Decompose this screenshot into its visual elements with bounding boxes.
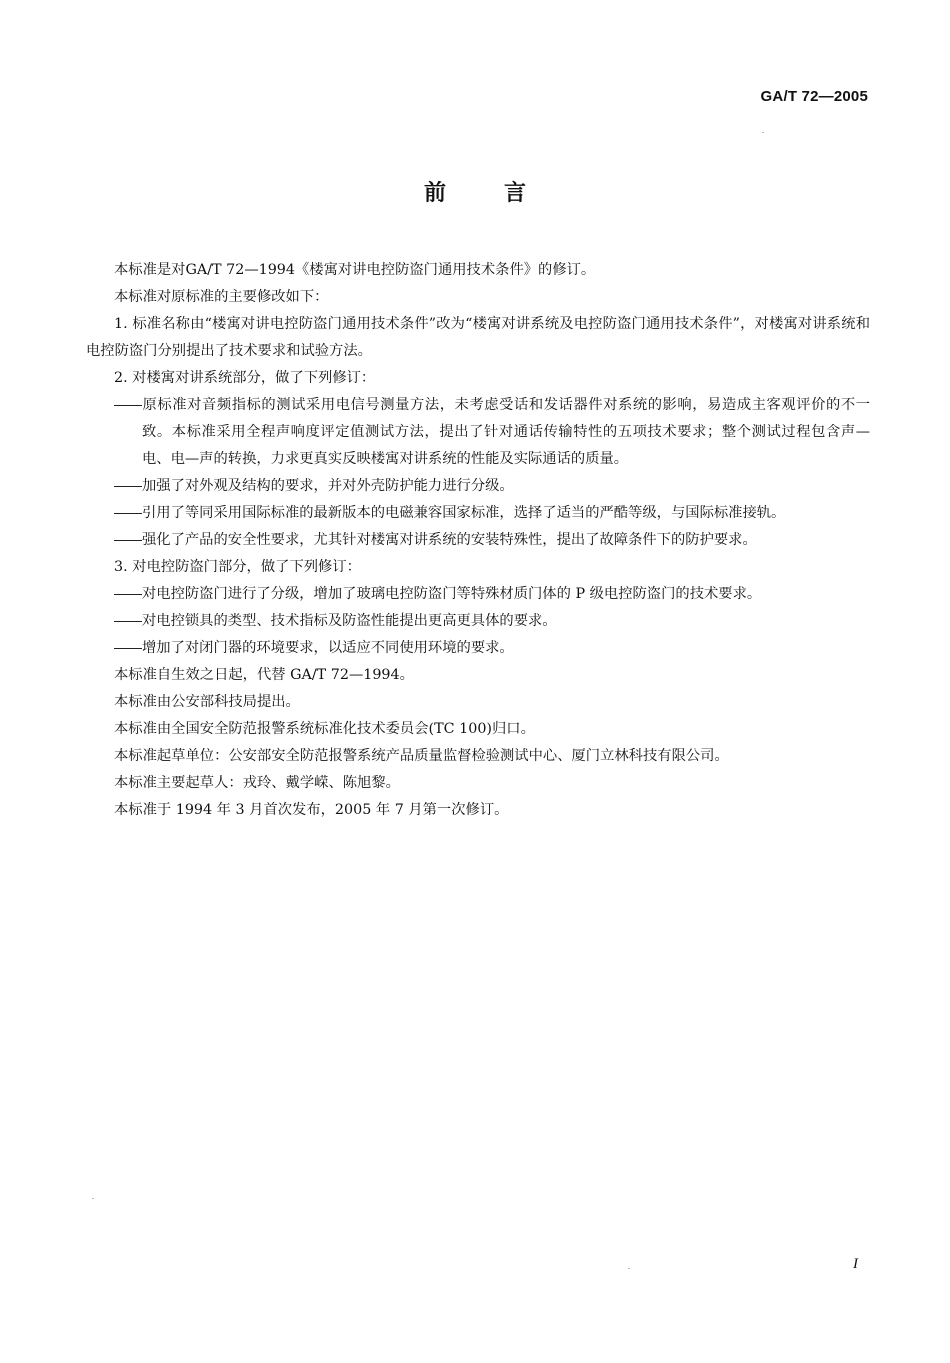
dash-item: [86, 392, 870, 473]
page-number: I: [853, 1256, 858, 1272]
em-dash-mark: [114, 513, 142, 514]
scan-speck: [628, 1268, 630, 1269]
dash-item-text: 对电控防盗门进行了分级，增加了玻璃电控防盗门等特殊材质门体的 P 级电控防盗门的技术要求。: [142, 586, 762, 602]
em-dash-mark: [114, 648, 142, 649]
scan-speck: [92, 1198, 94, 1199]
paragraph: 本标准起草单位：公安部安全防范报警系统产品质量监督检验测试中心、厦门立林科技有限公司。: [114, 748, 729, 764]
title-char-left: 前: [423, 181, 446, 206]
paragraph: 本标准自生效之日起，代替 GA/T 72—1994。: [114, 667, 414, 683]
dash-item-text: 引用了等同采用国际标准的最新版本的电磁兼容国家标准，选择了适当的严酷等级，与国际标准接轨。: [142, 505, 786, 521]
dash-item: [86, 473, 870, 500]
dash-item-text: 增加了对闭门器的环境要求，以适应不同使用环境的要求。: [142, 640, 514, 656]
dash-item: [86, 500, 870, 527]
scan-speck: [762, 132, 764, 133]
title-char-right: 言: [504, 181, 527, 206]
standard-code: GA/T 72—2005: [760, 88, 868, 105]
dash-item-text: 强化了产品的安全性要求，尤其针对楼寓对讲系统的安装特殊性，提出了故障条件下的防护要求。: [142, 532, 757, 548]
em-dash-mark: [114, 405, 142, 406]
em-dash-mark: [114, 540, 142, 541]
dash-item: [86, 635, 870, 662]
paragraph: 本标准是对GA/T 72—1994《楼寓对讲电控防盗门通用技术条件》的修订。: [114, 262, 596, 278]
dash-item-text: 对电控锁具的类型、技术指标及防盗性能提出更高更具体的要求。: [142, 613, 557, 629]
em-dash-mark: [114, 486, 142, 487]
list-item-3-intro: 3. 对电控防盗门部分，做了下列修订：: [114, 559, 361, 575]
list-item-2-intro: 2. 对楼寓对讲系统部分，做了下列修订：: [114, 370, 376, 386]
list-item-1: 1. 标准名称由“楼寓对讲电控防盗门通用技术条件”改为“楼寓对讲系统及电控防盗门通用技术条件”，对楼寓对讲系统和电控防盗门分别提出了技术要求和试验方法。: [86, 316, 870, 359]
dash-item: [86, 581, 870, 608]
paragraph: 本标准由全国安全防范报警系统标准化技术委员会(TC 100)归口。: [114, 721, 535, 737]
dash-item: [86, 608, 870, 635]
em-dash-mark: [114, 594, 142, 595]
page-title: [0, 176, 950, 207]
dash-item-text: 原标准对音频指标的测试采用电信号测量方法，未考虑受话和发话器件对系统的影响，易造成主客观评价的不一致。本标准采用全程声响度评定值测试方法，提出了针对通话传输特性的五项技术要求；整个测试过程包含声—电、电—声的转换，力求更真实反映楼寓对讲系统的性能及实际通话的质量。: [142, 397, 870, 467]
em-dash-mark: [114, 621, 142, 622]
paragraph: 本标准对原标准的主要修改如下：: [114, 289, 329, 305]
foreword-body: [86, 257, 870, 824]
dash-item: [86, 527, 870, 554]
paragraph: 本标准于 1994 年 3 月首次发布，2005 年 7 月第一次修订。: [114, 802, 509, 818]
paragraph: 本标准由公安部科技局提出。: [114, 694, 300, 710]
dash-item-text: 加强了对外观及结构的要求，并对外壳防护能力进行分级。: [142, 478, 514, 494]
paragraph: 本标准主要起草人：戎玲、戴学嵘、陈旭黎。: [114, 775, 400, 791]
